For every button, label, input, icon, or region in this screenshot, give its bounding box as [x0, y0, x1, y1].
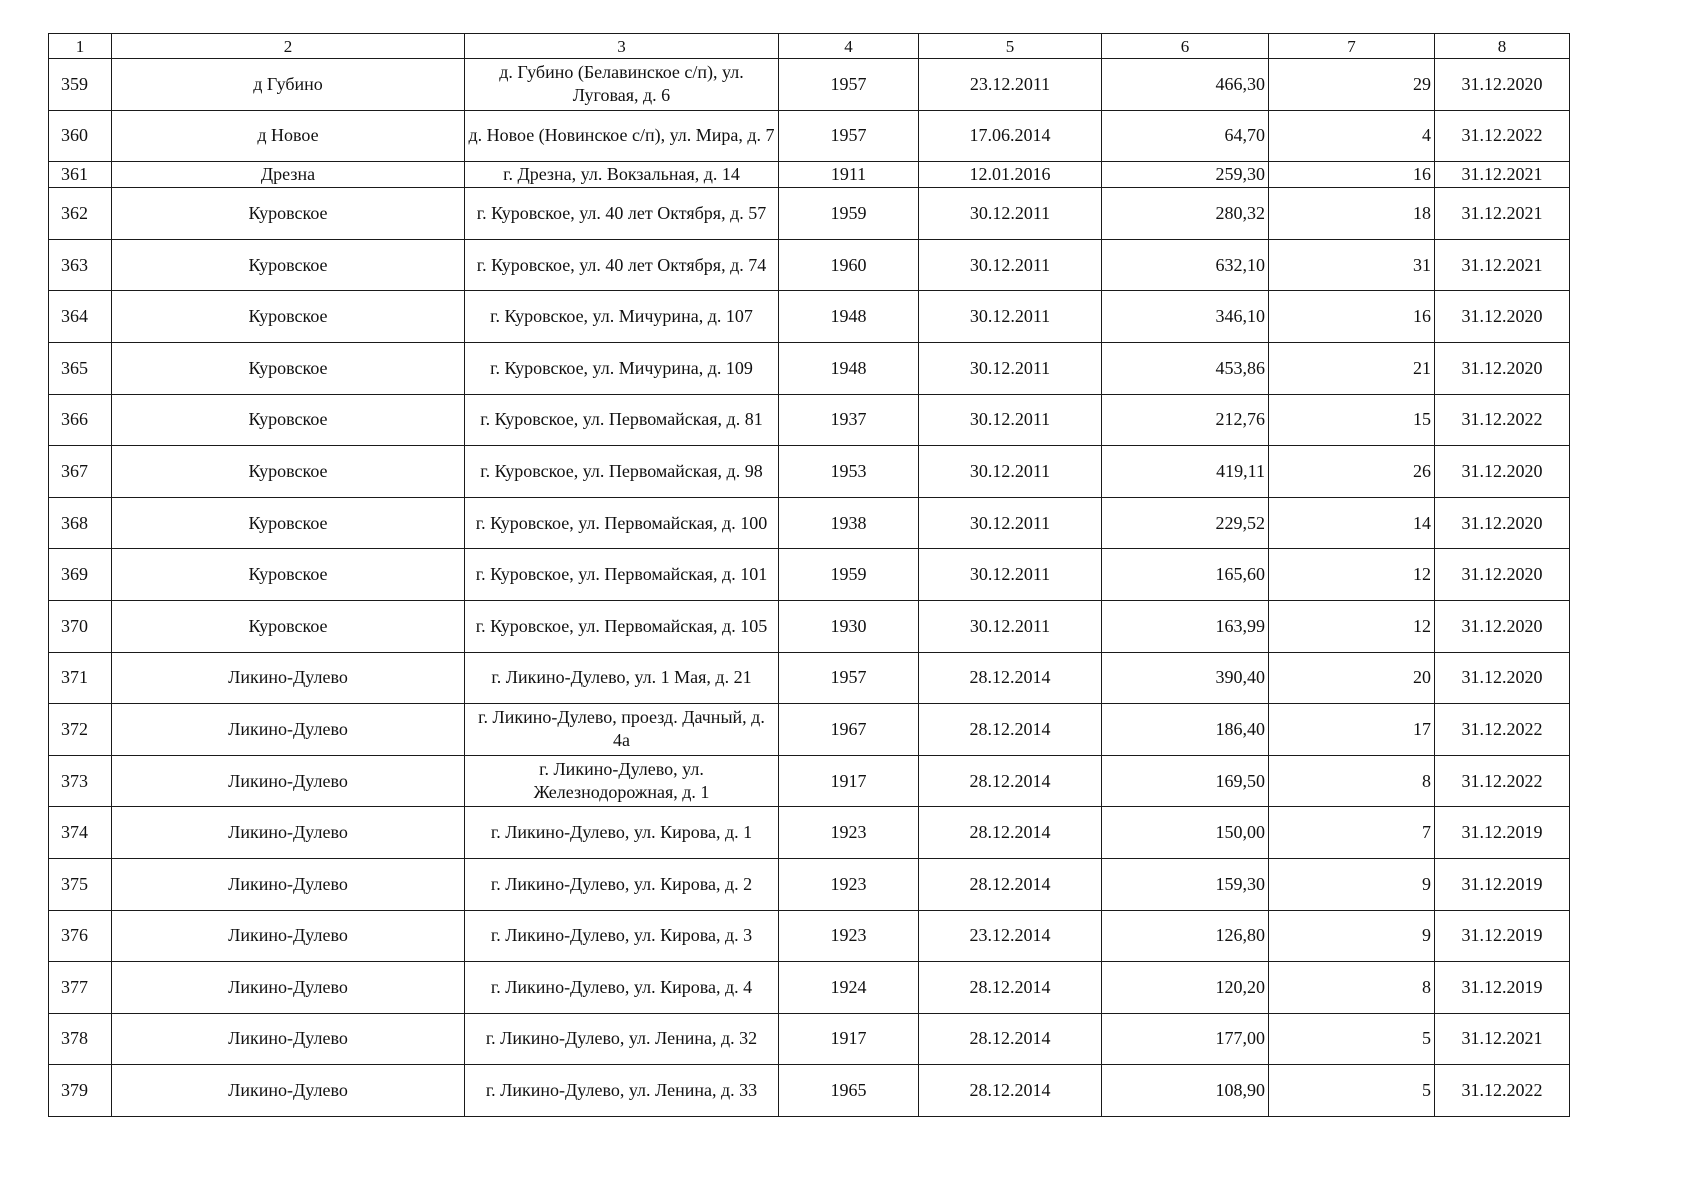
deadline-cell: 31.12.2022 [1435, 110, 1570, 162]
locality-cell: д Новое [112, 110, 465, 162]
deadline-cell: 31.12.2019 [1435, 910, 1570, 962]
deadline-cell: 31.12.2019 [1435, 858, 1570, 910]
year-cell: 1957 [779, 59, 919, 111]
table-row [49, 497, 1570, 549]
table-row [49, 1013, 1570, 1065]
table-row [49, 291, 1570, 343]
year-cell: 1959 [779, 188, 919, 240]
count-cell: 14 [1269, 497, 1435, 549]
housing-table [48, 33, 1570, 1117]
year-cell: 1937 [779, 394, 919, 446]
date-cell: 30.12.2011 [919, 497, 1102, 549]
count-cell: 31 [1269, 239, 1435, 291]
table-row [49, 910, 1570, 962]
locality-cell: Ликино-Дулево [112, 1013, 465, 1065]
count-cell: 16 [1269, 162, 1435, 188]
year-cell: 1930 [779, 600, 919, 652]
address-cell: г. Ликино-Дулево, проезд. Дачный, д. 4а [465, 704, 779, 756]
deadline-cell: 31.12.2021 [1435, 188, 1570, 240]
year-cell: 1957 [779, 652, 919, 704]
address-cell: г. Куровское, ул. Мичурина, д. 107 [465, 291, 779, 343]
date-cell: 23.12.2011 [919, 59, 1102, 111]
count-cell: 26 [1269, 446, 1435, 498]
locality-cell: Ликино-Дулево [112, 652, 465, 704]
row-number: 371 [49, 652, 112, 704]
count-cell: 15 [1269, 394, 1435, 446]
date-cell: 30.12.2011 [919, 291, 1102, 343]
area-cell: 259,30 [1102, 162, 1269, 188]
row-number: 379 [49, 1065, 112, 1117]
address-cell: г. Ликино-Дулево, ул. Ленина, д. 33 [465, 1065, 779, 1117]
year-cell: 1938 [779, 497, 919, 549]
table-row [49, 162, 1570, 188]
address-cell: г. Ликино-Дулево, ул. 1 Мая, д. 21 [465, 652, 779, 704]
year-cell: 1953 [779, 446, 919, 498]
date-cell: 30.12.2011 [919, 446, 1102, 498]
table-row [49, 600, 1570, 652]
address-cell: г. Дрезна, ул. Вокзальная, д. 14 [465, 162, 779, 188]
row-number: 363 [49, 239, 112, 291]
year-cell: 1911 [779, 162, 919, 188]
table-row [49, 962, 1570, 1014]
area-cell: 177,00 [1102, 1013, 1269, 1065]
table-header [49, 34, 1570, 59]
deadline-cell: 31.12.2019 [1435, 807, 1570, 859]
year-cell: 1967 [779, 704, 919, 756]
date-cell: 12.01.2016 [919, 162, 1102, 188]
table-row [49, 858, 1570, 910]
table-row [49, 1065, 1570, 1117]
date-cell: 28.12.2014 [919, 704, 1102, 756]
year-cell: 1917 [779, 755, 919, 807]
count-cell: 7 [1269, 807, 1435, 859]
address-cell: г. Куровское, ул. 40 лет Октября, д. 74 [465, 239, 779, 291]
locality-cell: Ликино-Дулево [112, 962, 465, 1014]
count-cell: 5 [1269, 1013, 1435, 1065]
area-cell: 212,76 [1102, 394, 1269, 446]
area-cell: 150,00 [1102, 807, 1269, 859]
row-number: 375 [49, 858, 112, 910]
row-number: 365 [49, 342, 112, 394]
date-cell: 28.12.2014 [919, 962, 1102, 1014]
deadline-cell: 31.12.2020 [1435, 600, 1570, 652]
area-cell: 390,40 [1102, 652, 1269, 704]
date-cell: 30.12.2011 [919, 600, 1102, 652]
row-number: 378 [49, 1013, 112, 1065]
column-header-6: 6 [1102, 34, 1269, 59]
deadline-cell: 31.12.2020 [1435, 59, 1570, 111]
row-number: 368 [49, 497, 112, 549]
row-number: 369 [49, 549, 112, 601]
locality-cell: Куровское [112, 497, 465, 549]
locality-cell: Дрезна [112, 162, 465, 188]
address-cell: г. Ликино-Дулево, ул. Кирова, д. 2 [465, 858, 779, 910]
count-cell: 29 [1269, 59, 1435, 111]
count-cell: 20 [1269, 652, 1435, 704]
column-header-5: 5 [919, 34, 1102, 59]
address-cell: г. Ликино-Дулево, ул. Ленина, д. 32 [465, 1013, 779, 1065]
address-cell: г. Куровское, ул. Первомайская, д. 105 [465, 600, 779, 652]
deadline-cell: 31.12.2020 [1435, 291, 1570, 343]
area-cell: 419,11 [1102, 446, 1269, 498]
address-cell: г. Куровское, ул. Первомайская, д. 98 [465, 446, 779, 498]
area-cell: 163,99 [1102, 600, 1269, 652]
locality-cell: Ликино-Дулево [112, 755, 465, 807]
year-cell: 1923 [779, 858, 919, 910]
area-cell: 159,30 [1102, 858, 1269, 910]
row-number: 373 [49, 755, 112, 807]
deadline-cell: 31.12.2021 [1435, 1013, 1570, 1065]
date-cell: 28.12.2014 [919, 807, 1102, 859]
area-cell: 169,50 [1102, 755, 1269, 807]
deadline-cell: 31.12.2020 [1435, 549, 1570, 601]
table-row [49, 188, 1570, 240]
area-cell: 64,70 [1102, 110, 1269, 162]
locality-cell: Куровское [112, 394, 465, 446]
area-cell: 120,20 [1102, 962, 1269, 1014]
year-cell: 1948 [779, 342, 919, 394]
area-cell: 165,60 [1102, 549, 1269, 601]
row-number: 370 [49, 600, 112, 652]
table-row [49, 59, 1570, 111]
deadline-cell: 31.12.2022 [1435, 704, 1570, 756]
deadline-cell: 31.12.2020 [1435, 652, 1570, 704]
deadline-cell: 31.12.2020 [1435, 342, 1570, 394]
deadline-cell: 31.12.2020 [1435, 446, 1570, 498]
locality-cell: Куровское [112, 549, 465, 601]
locality-cell: Куровское [112, 600, 465, 652]
year-cell: 1965 [779, 1065, 919, 1117]
row-number: 361 [49, 162, 112, 188]
deadline-cell: 31.12.2021 [1435, 162, 1570, 188]
table-row [49, 755, 1570, 807]
address-cell: г. Куровское, ул. Первомайская, д. 100 [465, 497, 779, 549]
locality-cell: Ликино-Дулево [112, 858, 465, 910]
address-cell: г. Куровское, ул. Первомайская, д. 101 [465, 549, 779, 601]
address-cell: д. Губино (Белавинское с/п), ул. Луговая, д. 6 [465, 59, 779, 111]
locality-cell: Ликино-Дулево [112, 910, 465, 962]
table-row [49, 239, 1570, 291]
row-number: 362 [49, 188, 112, 240]
table-row [49, 549, 1570, 601]
count-cell: 18 [1269, 188, 1435, 240]
column-header-3: 3 [465, 34, 779, 59]
address-cell: д. Новое (Новинское с/п), ул. Мира, д. 7 [465, 110, 779, 162]
deadline-cell: 31.12.2020 [1435, 497, 1570, 549]
count-cell: 8 [1269, 962, 1435, 1014]
year-cell: 1959 [779, 549, 919, 601]
year-cell: 1960 [779, 239, 919, 291]
area-cell: 108,90 [1102, 1065, 1269, 1117]
year-cell: 1948 [779, 291, 919, 343]
date-cell: 30.12.2011 [919, 394, 1102, 446]
locality-cell: Куровское [112, 291, 465, 343]
date-cell: 28.12.2014 [919, 1013, 1102, 1065]
count-cell: 5 [1269, 1065, 1435, 1117]
year-cell: 1917 [779, 1013, 919, 1065]
table-row [49, 704, 1570, 756]
count-cell: 4 [1269, 110, 1435, 162]
address-cell: г. Ликино-Дулево, ул. Кирова, д. 3 [465, 910, 779, 962]
row-number: 377 [49, 962, 112, 1014]
locality-cell: Ликино-Дулево [112, 807, 465, 859]
date-cell: 28.12.2014 [919, 755, 1102, 807]
deadline-cell: 31.12.2022 [1435, 1065, 1570, 1117]
deadline-cell: 31.12.2022 [1435, 394, 1570, 446]
area-cell: 280,32 [1102, 188, 1269, 240]
locality-cell: Ликино-Дулево [112, 1065, 465, 1117]
area-cell: 126,80 [1102, 910, 1269, 962]
table-row [49, 342, 1570, 394]
table-row [49, 807, 1570, 859]
column-header-7: 7 [1269, 34, 1435, 59]
row-number: 366 [49, 394, 112, 446]
address-cell: г. Куровское, ул. Мичурина, д. 109 [465, 342, 779, 394]
deadline-cell: 31.12.2022 [1435, 755, 1570, 807]
date-cell: 30.12.2011 [919, 188, 1102, 240]
date-cell: 28.12.2014 [919, 652, 1102, 704]
deadline-cell: 31.12.2021 [1435, 239, 1570, 291]
count-cell: 8 [1269, 755, 1435, 807]
row-number: 359 [49, 59, 112, 111]
count-cell: 21 [1269, 342, 1435, 394]
address-cell: г. Ликино-Дулево, ул. Кирова, д. 4 [465, 962, 779, 1014]
table-row [49, 446, 1570, 498]
count-cell: 12 [1269, 600, 1435, 652]
table-row [49, 652, 1570, 704]
locality-cell: д Губино [112, 59, 465, 111]
locality-cell: Ликино-Дулево [112, 704, 465, 756]
date-cell: 30.12.2011 [919, 342, 1102, 394]
locality-cell: Куровское [112, 342, 465, 394]
header-row [49, 34, 1570, 59]
table-body [49, 59, 1570, 1117]
address-cell: г. Ликино-Дулево, ул. Железнодорожная, д. 1 [465, 755, 779, 807]
row-number: 372 [49, 704, 112, 756]
date-cell: 23.12.2014 [919, 910, 1102, 962]
year-cell: 1923 [779, 807, 919, 859]
row-number: 364 [49, 291, 112, 343]
year-cell: 1957 [779, 110, 919, 162]
count-cell: 9 [1269, 910, 1435, 962]
table-row [49, 110, 1570, 162]
address-cell: г. Куровское, ул. 40 лет Октября, д. 57 [465, 188, 779, 240]
address-cell: г. Ликино-Дулево, ул. Кирова, д. 1 [465, 807, 779, 859]
date-cell: 17.06.2014 [919, 110, 1102, 162]
date-cell: 30.12.2011 [919, 239, 1102, 291]
date-cell: 28.12.2014 [919, 858, 1102, 910]
row-number: 376 [49, 910, 112, 962]
area-cell: 229,52 [1102, 497, 1269, 549]
year-cell: 1923 [779, 910, 919, 962]
count-cell: 17 [1269, 704, 1435, 756]
count-cell: 9 [1269, 858, 1435, 910]
column-header-1: 1 [49, 34, 112, 59]
locality-cell: Куровское [112, 446, 465, 498]
column-header-8: 8 [1435, 34, 1570, 59]
area-cell: 453,86 [1102, 342, 1269, 394]
column-header-2: 2 [112, 34, 465, 59]
table-row [49, 394, 1570, 446]
count-cell: 12 [1269, 549, 1435, 601]
count-cell: 16 [1269, 291, 1435, 343]
address-cell: г. Куровское, ул. Первомайская, д. 81 [465, 394, 779, 446]
area-cell: 632,10 [1102, 239, 1269, 291]
row-number: 374 [49, 807, 112, 859]
area-cell: 466,30 [1102, 59, 1269, 111]
locality-cell: Куровское [112, 239, 465, 291]
area-cell: 346,10 [1102, 291, 1269, 343]
area-cell: 186,40 [1102, 704, 1269, 756]
date-cell: 30.12.2011 [919, 549, 1102, 601]
column-header-4: 4 [779, 34, 919, 59]
deadline-cell: 31.12.2019 [1435, 962, 1570, 1014]
row-number: 367 [49, 446, 112, 498]
date-cell: 28.12.2014 [919, 1065, 1102, 1117]
locality-cell: Куровское [112, 188, 465, 240]
row-number: 360 [49, 110, 112, 162]
year-cell: 1924 [779, 962, 919, 1014]
